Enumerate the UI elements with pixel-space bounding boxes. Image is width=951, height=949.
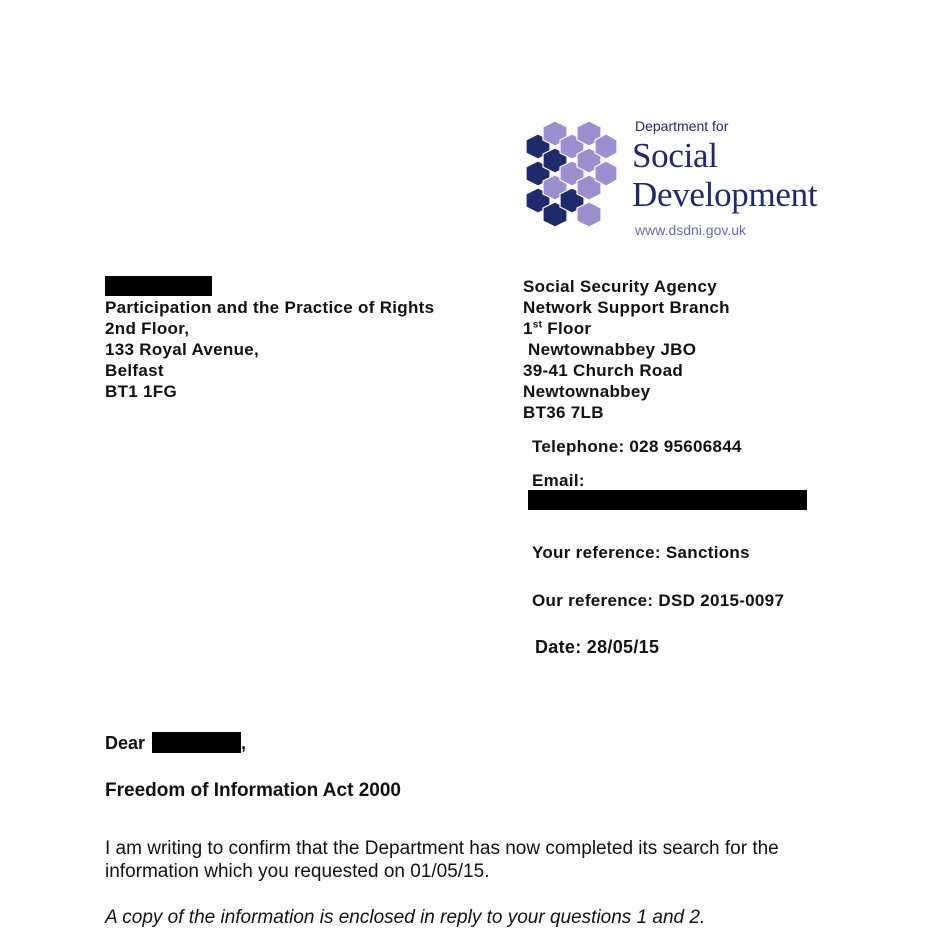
recipient-line: 133 Royal Avenue, bbox=[105, 340, 260, 359]
salutation-text: Dear bbox=[105, 733, 146, 753]
body-paragraph-2: A copy of the information is enclosed in reply to your questions 1 and 2. bbox=[105, 907, 706, 928]
hexagon-emblem-icon bbox=[522, 122, 617, 232]
sender-town: Newtownabbey bbox=[523, 382, 651, 401]
recipient-line: Belfast bbox=[105, 361, 164, 380]
recipient-line: 2nd Floor, bbox=[105, 319, 190, 338]
redacted-addressee-name bbox=[152, 732, 241, 753]
sender-floor: 1st Floor bbox=[523, 319, 592, 338]
sender-address bbox=[523, 276, 730, 423]
redacted-recipient-name bbox=[105, 276, 212, 296]
recipient-line: BT1 1FG bbox=[105, 382, 178, 401]
redacted-email bbox=[528, 490, 807, 510]
sender-postcode: BT36 7LB bbox=[523, 403, 604, 422]
telephone: Telephone: 028 95606844 bbox=[532, 437, 742, 456]
logo-url: www.dsdni.gov.uk bbox=[635, 222, 747, 238]
sender-office: Newtownabbey JBO bbox=[528, 340, 697, 359]
logo-line-development: Development bbox=[632, 175, 818, 214]
sender-street: 39-41 Church Road bbox=[523, 361, 684, 380]
body-paragraph-1: I am writing to confirm that the Department has now completed its search for the information which you requested on 01/05/15. bbox=[105, 838, 779, 882]
logo-line-department-for: Department for bbox=[635, 118, 729, 134]
our-reference: Our reference: DSD 2015-0097 bbox=[532, 591, 785, 610]
logo-line-social: Social bbox=[632, 136, 718, 175]
sender-agency: Social Security Agency bbox=[523, 277, 717, 296]
recipient-line: Participation and the Practice of Rights bbox=[105, 298, 435, 317]
letter-date: Date: 28/05/15 bbox=[535, 637, 660, 657]
letter-subject: Freedom of Information Act 2000 bbox=[105, 780, 401, 801]
your-reference: Your reference: Sanctions bbox=[532, 543, 750, 562]
email-label: Email: bbox=[532, 471, 585, 490]
recipient-address bbox=[105, 297, 434, 402]
salutation: Dear , bbox=[105, 733, 247, 753]
sender-branch: Network Support Branch bbox=[523, 298, 730, 317]
department-logo bbox=[522, 118, 842, 243]
